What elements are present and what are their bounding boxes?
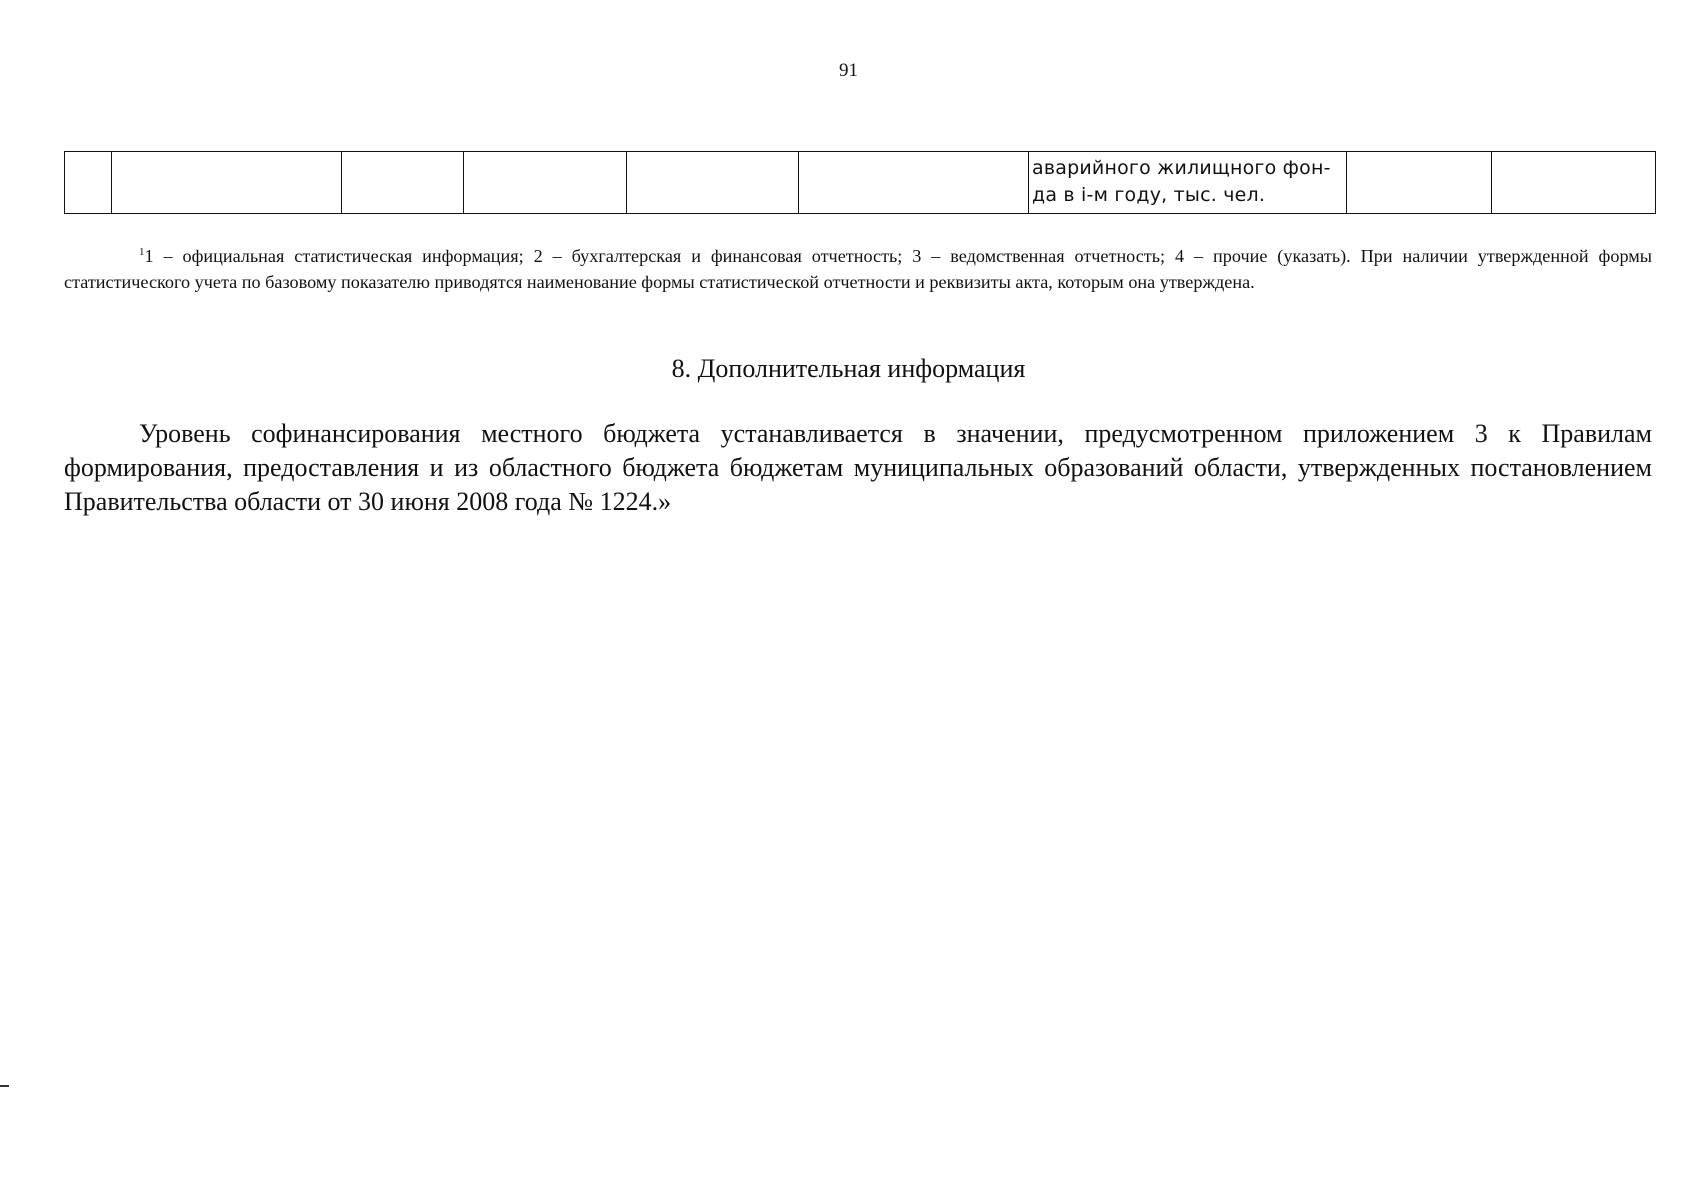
- table-cell-9: [1492, 152, 1656, 214]
- indicator-table: [64, 151, 1656, 214]
- indicator-name-cell: [1029, 152, 1347, 214]
- table-fragment: [64, 151, 1655, 214]
- page-number: 91: [839, 60, 858, 81]
- scan-margin-mark: [0, 1085, 9, 1087]
- footnote-body: [64, 243, 1652, 295]
- table-cell-6: [799, 152, 1029, 214]
- paragraph-text: Уровень софинансирования местного бюджета устанавливается в значении, предусмотренном приложением 3 к Правилам формирования, предоставления и из областного бюджета бюджетам муниципальных образований области, утвержденных постановлением Правительства области от 30 июня 2008 года № 1224.»: [64, 419, 1652, 516]
- footnote-marker: 1: [139, 246, 145, 258]
- section-paragraph: [64, 417, 1652, 519]
- section-heading: 8. Дополнительная информация: [671, 354, 1026, 383]
- table-cell-1: [65, 152, 112, 214]
- table-row: [65, 152, 1656, 214]
- table-cell-5: [627, 152, 799, 214]
- table-cell-8: [1347, 152, 1492, 214]
- footnote-text: 1 – официальная статистическая информация; 2 – бухгалтерская и финансовая отчетность; 3 – ведомственная отчетность; 4 – прочие (указать). При наличии утвержденной формы статистического учета по базовому показателю приводятся наименование формы статистической отчетности и реквизиты акта, которым она утверждена.: [64, 246, 1652, 292]
- indicator-name-text: аварийного жилищного фон- да в i-м году, тыс. чел.: [1032, 157, 1331, 206]
- table-cell-3: [342, 152, 464, 214]
- table-cell-4: [464, 152, 627, 214]
- table-cell-2: [112, 152, 342, 214]
- footnote: [64, 243, 1652, 295]
